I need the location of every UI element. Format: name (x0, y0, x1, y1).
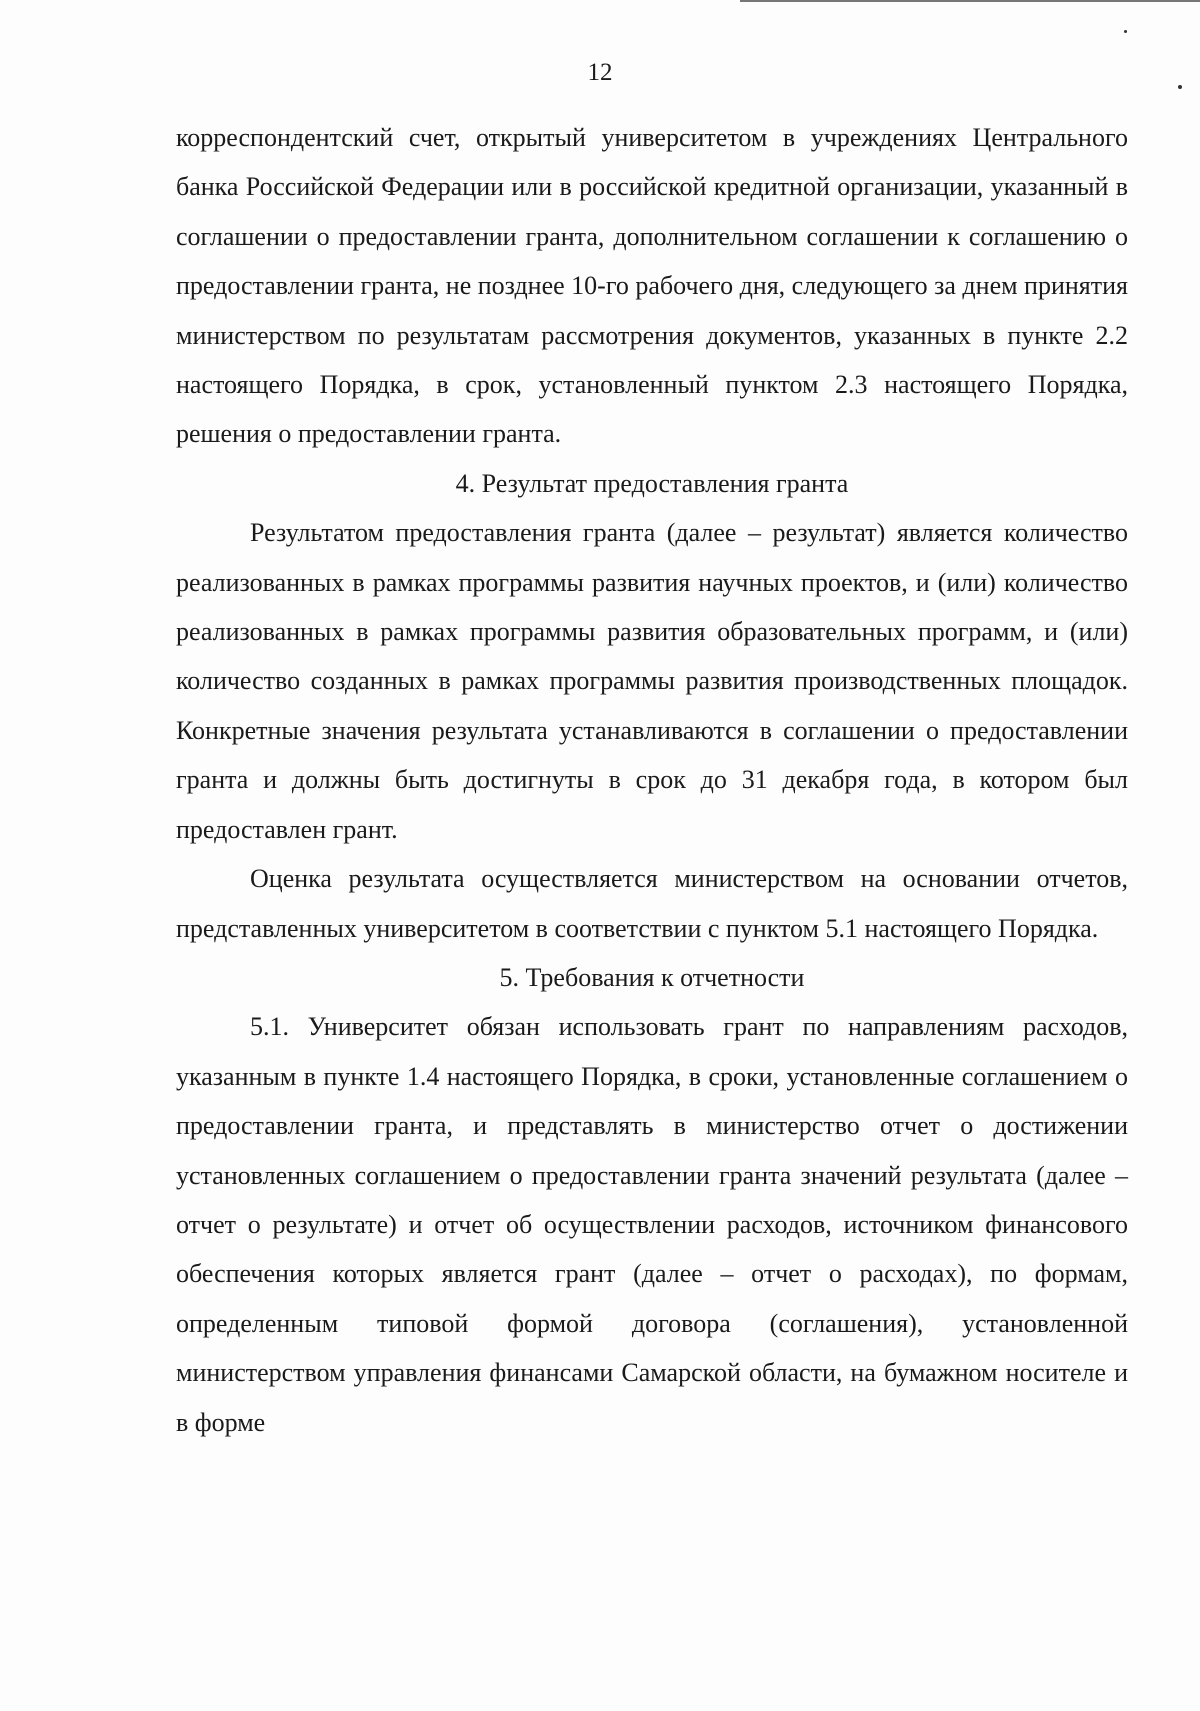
body-paragraph: 5.1. Университет обязан использовать грант по направлениям расходов, указанным в пункте 1.4 настоящего Порядка, в сроки, установленные соглашением о предоставлении гранта, и представлять в министерство отчет о достижении установленных соглашением о предоставлении гранта значений результата (далее – отчет о результате) и отчет об осуществлении расходов, источником финансового обеспечения которых является грант (далее – отчет о расходах), по формам, определенным типовой формой договора (соглашения), установленной министерством управления финансами Самарской области, на бумажном носителе и в форме (176, 1012, 1128, 1437)
scan-speck (1124, 30, 1127, 33)
section-heading: 4. Результат предоставления гранта (455, 468, 849, 498)
body-paragraph: Результатом предоставления гранта (далее – результат) является количество реализованных в рамках программы развития научных проектов, и (или) количество реализованных в рамках программы развития образовательных программ, и (или) количество созданных в рамках программы развития производственных площадок. Конкретные значения результата устанавливаются в соглашении о предоставлении гранта и должны быть достигнуты в срок до 31 декабря года, в котором был предоставлен грант. (176, 518, 1128, 844)
scan-edge-line (740, 0, 1200, 2)
section-heading: 5. Требования к отчетности (499, 962, 805, 992)
body-paragraph: Оценка результата осуществляется министерством на основании отчетов, представленных университетом в соответствии с пунктом 5.1 настоящего Порядка. (176, 864, 1128, 943)
body-paragraph: корреспондентский счет, открытый университетом в учреждениях Центрального банка Российской Федерации или в российской кредитной организации, указанный в соглашении о предоставлении гранта, дополнительном соглашении к соглашению о предоставлении гранта, не позднее 10-го рабочего дня, следующего за днем принятия министерством по результатам рассмотрения документов, указанных в пункте 2.2 настоящего Порядка, в срок, установленный пунктом 2.3 настоящего Порядка, решения о предоставлении гранта. (176, 123, 1128, 449)
document-body (176, 113, 1128, 1447)
page-number: 12 (587, 59, 613, 86)
